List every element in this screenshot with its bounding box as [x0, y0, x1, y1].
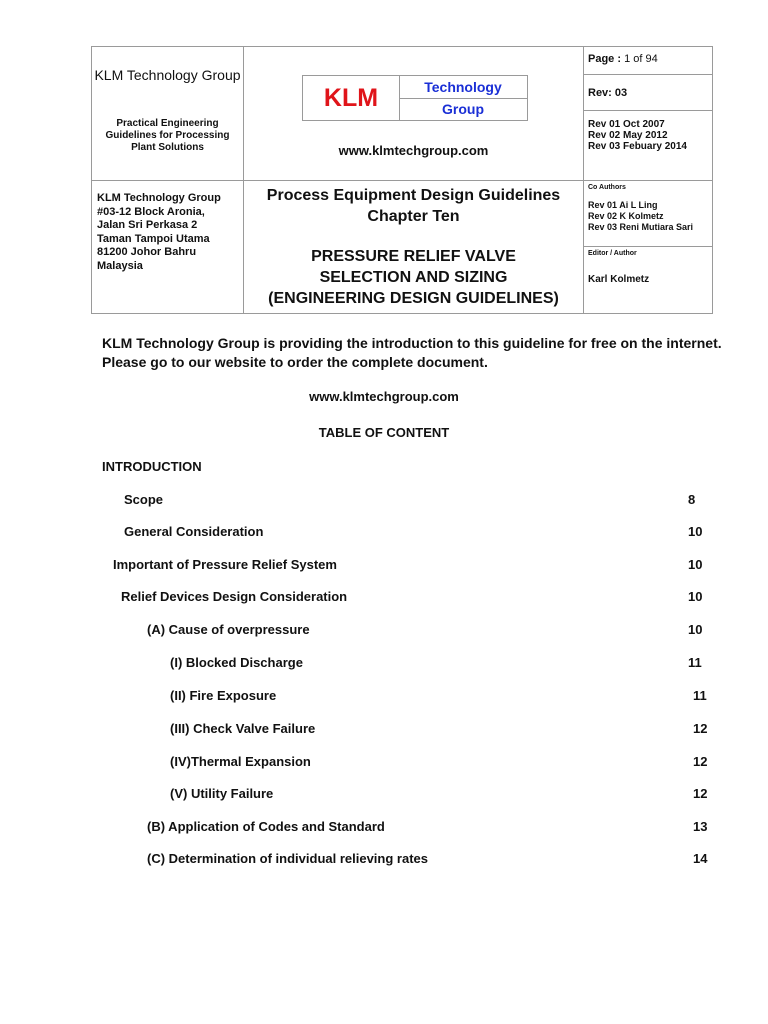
- page-number: [588, 53, 658, 65]
- toc-entry-relieving-rates[interactable]: (C) Determination of individual relieving rates: [147, 851, 428, 866]
- subtitle-line: PRESSURE RELIEF VALVE: [311, 248, 516, 265]
- company-name: KLM Technology Group: [94, 67, 241, 83]
- page-value: 1 of 94: [624, 53, 658, 65]
- toc-entry-codes-and-standard[interactable]: (B) Application of Codes and Standard: [147, 819, 385, 834]
- rev-history: [588, 119, 687, 152]
- logo-technology-text: Technology: [399, 76, 527, 99]
- rev-history-cell: [584, 111, 712, 181]
- toc-page-number: 14: [693, 851, 708, 866]
- toc-entry-relief-devices[interactable]: Relief Devices Design Consideration: [121, 589, 348, 604]
- address-cell: [92, 181, 244, 313]
- toc-entry-scope[interactable]: Scope: [124, 492, 164, 507]
- toc-page-number: 10: [688, 557, 703, 572]
- page-label: Page :: [588, 53, 622, 65]
- toc-entry-cause-of-overpressure[interactable]: (A) Cause of overpressure: [147, 622, 310, 637]
- toc-page-number: 12: [693, 721, 708, 736]
- document-header-table: [91, 46, 713, 314]
- revision: Rev: 03: [588, 87, 628, 99]
- toc-page-number: 10: [688, 589, 703, 604]
- chapter-line: Chapter Ten: [367, 208, 460, 225]
- co-author: Rev 01 Ai L Ling: [588, 200, 658, 210]
- rev-history-item: Rev 01 Oct 2007: [588, 119, 665, 130]
- toc-page-number: 12: [693, 754, 708, 769]
- toc-page-number: 8: [688, 492, 696, 507]
- klm-logo: [302, 75, 528, 121]
- subtitle-line: SELECTION AND SIZING: [319, 269, 508, 286]
- toc-page-number: 10: [688, 524, 703, 539]
- toc-page-number: 13: [693, 819, 708, 834]
- co-author: Rev 03 Reni Mutiara Sari: [588, 222, 694, 232]
- logo-klm-text: KLM: [303, 76, 400, 120]
- address-line: Taman Tampoi Utama: [97, 232, 210, 245]
- rev-history-item: Rev 03 Febuary 2014: [588, 141, 687, 152]
- logo-group-text: Group: [442, 101, 484, 117]
- toc-entry-thermal-expansion[interactable]: (IV)Thermal Expansion: [170, 754, 311, 769]
- rev-cell: [584, 75, 712, 111]
- intro-paragraph: KLM Technology Group is providing the introduction to this guideline for free on the internet. Please go to our website to order the complete document.: [102, 335, 722, 370]
- address-line: KLM Technology Group: [97, 192, 221, 204]
- co-authors-label: Co Authors: [588, 184, 626, 191]
- company-cell: [92, 47, 244, 181]
- toc-entry-utility-failure[interactable]: (V) Utility Failure: [170, 786, 274, 801]
- address-line: Malaysia: [97, 259, 143, 272]
- address-line: Jalan Sri Perkasa 2: [97, 219, 198, 231]
- toc-entry-fire-exposure[interactable]: (II) Fire Exposure: [170, 688, 277, 703]
- logo-cell: [244, 47, 584, 181]
- section-heading: INTRODUCTION: [102, 459, 202, 474]
- subtitle-line: (ENGINEERING DESIGN GUIDELINES): [268, 290, 559, 307]
- title-cell: [244, 181, 584, 313]
- header-website[interactable]: www.klmtechgroup.com: [338, 143, 489, 158]
- document-title: [244, 185, 583, 227]
- toc-page-number: 10: [688, 622, 703, 637]
- toc-title: TABLE OF CONTENT: [318, 425, 450, 440]
- toc-page-number: 12: [693, 786, 708, 801]
- co-author: Rev 02 K Kolmetz: [588, 211, 664, 221]
- toc-page-number: 11: [688, 655, 702, 670]
- title-line: Process Equipment Design Guidelines: [266, 187, 561, 204]
- co-authors-list: [588, 200, 693, 233]
- toc-entry-general-consideration[interactable]: General Consideration: [124, 524, 264, 539]
- company-tagline: Practical Engineering Guidelines for Processing Plant Solutions: [105, 118, 230, 153]
- editor-cell: [584, 247, 712, 313]
- toc-entry-check-valve-failure[interactable]: (III) Check Valve Failure: [170, 721, 316, 736]
- toc-entry-blocked-discharge[interactable]: (I) Blocked Discharge: [170, 655, 303, 670]
- company-address: [97, 192, 221, 273]
- page-cell: [584, 47, 712, 75]
- rev-history-item: Rev 02 May 2012: [588, 130, 668, 141]
- document-subtitle: [244, 246, 583, 309]
- toc-entry-pressure-relief-system[interactable]: Important of Pressure Relief System: [113, 557, 337, 572]
- address-line: #03-12 Block Aronia,: [97, 205, 205, 218]
- address-line: 81200 Johor Bahru: [97, 246, 197, 258]
- editor-name: Karl Kolmetz: [588, 274, 650, 285]
- editor-label: Editor / Author: [588, 250, 637, 257]
- co-authors-cell: [584, 181, 712, 247]
- toc-page-number: 11: [693, 688, 707, 703]
- body-website[interactable]: www.klmtechgroup.com: [309, 389, 459, 404]
